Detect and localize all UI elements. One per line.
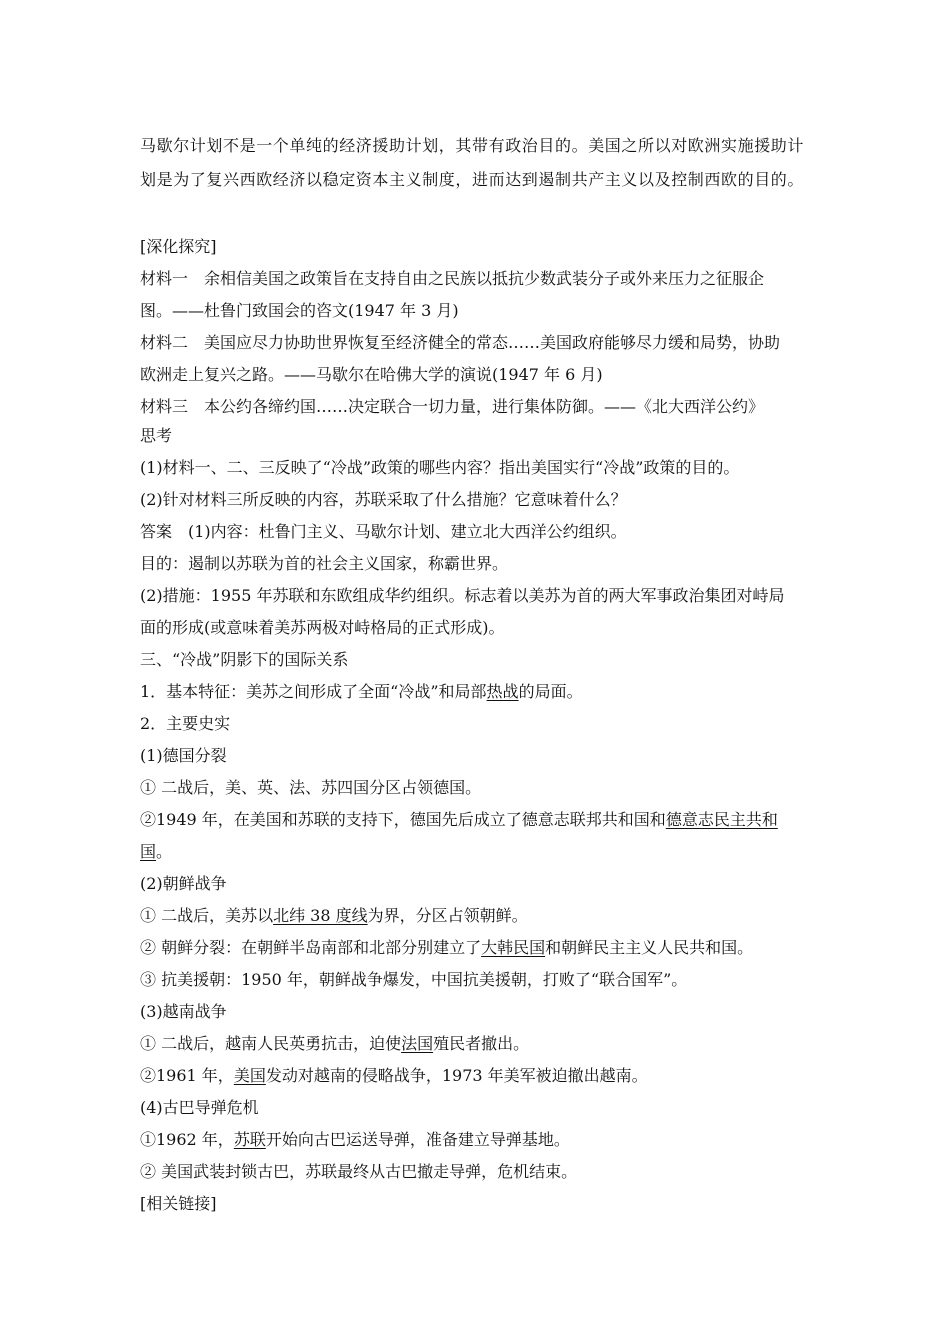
text-run: [深化探究] (140, 237, 217, 256)
subheading (140, 746, 227, 766)
text-line (140, 682, 583, 702)
text-run: (2)针对材料三所反映的内容，苏联采取了什么措施？它意味着什么？ (140, 490, 627, 509)
text-run: ② 朝鲜分裂：在朝鲜半岛南部和北部分别建立了 (140, 938, 482, 957)
text-run: ③ 抗美援朝：1950 年，朝鲜战争爆发，中国抗美援朝，打败了“联合国军”。 (140, 970, 688, 989)
underlined-term: 法国 (401, 1034, 434, 1053)
section-heading (140, 237, 217, 257)
text-line (140, 1162, 577, 1182)
subheading (140, 1002, 227, 1022)
text-run: ②1961 年， (140, 1066, 234, 1085)
text-line (140, 714, 230, 734)
text-run: (2)朝鲜战争 (140, 874, 227, 893)
think-heading (140, 426, 172, 446)
text-line (140, 365, 603, 385)
text-run: 。 (156, 842, 173, 861)
subheading (140, 1098, 259, 1118)
question-2 (140, 490, 627, 510)
text-run: 马歇尔计划不是一个单纯的经济援助计划，其带有政治目的。美国之所以对欧洲实施援助计 (140, 136, 805, 155)
underlined-term: 德意志民主共和 (665, 810, 778, 829)
text-run: 1．基本特征：美苏之间形成了全面“冷战”和局部 (140, 682, 487, 701)
answer-line (140, 618, 505, 638)
section-heading (140, 1194, 217, 1214)
text-run: 2．主要史实 (140, 714, 231, 733)
text-run: ② 美国武装封锁古巴，苏联最终从古巴撤走导弹，危机结束。 (140, 1162, 578, 1181)
text-run: ②1949 年，在美国和苏联的支持下，德国先后成立了德意志联邦共和国和 (140, 810, 666, 829)
text-run: 殖民者撤出。 (433, 1034, 530, 1053)
text-run: 欧洲走上复兴之路。——马歇尔在哈佛大学的演说(1947 年 6 月) (140, 365, 603, 384)
answer-line (140, 554, 508, 574)
text-run: (2)措施：1955 年苏联和东欧组成华约组织。标志着以美苏为首的两大军事政治集团对峙局 (140, 586, 785, 605)
text-run: 为界，分区占领朝鲜。 (367, 906, 528, 925)
text-run: 开始向古巴运送导弹，准备建立导弹基地。 (265, 1130, 570, 1149)
text-line (140, 778, 481, 798)
text-run: ① 二战后，美苏以 (140, 906, 274, 925)
text-line (140, 1066, 648, 1086)
text-run: [相关链接] (140, 1194, 217, 1213)
text-line (140, 970, 687, 990)
text-line (140, 906, 528, 926)
material-three (140, 397, 764, 417)
text-run: ① 二战后，越南人民英勇抗击，迫使 (140, 1034, 402, 1053)
text-run: ①1962 年， (140, 1130, 234, 1149)
text-line (140, 842, 172, 862)
text-run: 材料二 美国应尽力协助世界恢复至经济健全的常态……美国政府能够尽力缓和局势，协助 (140, 333, 781, 352)
text-run: 材料三 本公约各缔约国……决定联合一切力量，进行集体防御。——《北大西洋公约》 (140, 397, 765, 416)
text-line (140, 938, 753, 958)
answer-line (140, 522, 627, 542)
text-run: (4)古巴导弹危机 (140, 1098, 259, 1117)
underlined-term: 美国 (233, 1066, 266, 1085)
text-run: 图。——杜鲁门致国会的咨文(1947 年 3 月) (140, 301, 459, 320)
section-title (140, 650, 348, 670)
text-run: 目的：遏制以苏联为首的社会主义国家，称霸世界。 (140, 554, 509, 573)
text-run: ① 二战后，美、英、法、苏四国分区占领德国。 (140, 778, 482, 797)
underlined-term: 热战 (486, 682, 519, 701)
text-run: (1)德国分裂 (140, 746, 227, 765)
text-line (140, 301, 459, 321)
text-line (140, 136, 804, 156)
text-line (140, 1034, 529, 1054)
material-one (140, 269, 764, 289)
text-run: 和朝鲜民主主义人民共和国。 (545, 938, 754, 957)
text-line (140, 170, 804, 190)
underlined-term: 苏联 (233, 1130, 266, 1149)
text-line (140, 1130, 570, 1150)
underlined-term: 北纬 38 度线 (273, 906, 368, 925)
answer-line (140, 586, 784, 606)
text-run: 思考 (140, 426, 173, 445)
text-run: 的局面。 (518, 682, 583, 701)
text-run: 发动对越南的侵略战争，1973 年美军被迫撤出越南。 (265, 1066, 648, 1085)
text-run: (1)材料一、二、三反映了“冷战”政策的哪些内容？指出美国实行“冷战”政策的目的。 (140, 458, 740, 477)
text-run: 面的形成(或意味着美苏两极对峙格局的正式形成)。 (140, 618, 505, 637)
underlined-term: 国 (140, 842, 157, 861)
question-1 (140, 458, 739, 478)
text-run: (3)越南战争 (140, 1002, 227, 1021)
text-run: 材料一 余相信美国之政策旨在支持自由之民族以抵抗少数武装分子或外来压力之征服企 (140, 269, 765, 288)
subheading (140, 874, 227, 894)
text-run: 划是为了复兴西欧经济以稳定资本主义制度，进而达到遏制共产主义以及控制西欧的目的。 (140, 170, 805, 189)
text-line (140, 810, 778, 830)
material-two (140, 333, 780, 353)
underlined-term: 大韩民国 (481, 938, 546, 957)
text-run: 答案 (1)内容：杜鲁门主义、马歇尔计划、建立北大西洋公约组织。 (140, 522, 627, 541)
text-run: 三、“冷战”阴影下的国际关系 (140, 650, 349, 669)
